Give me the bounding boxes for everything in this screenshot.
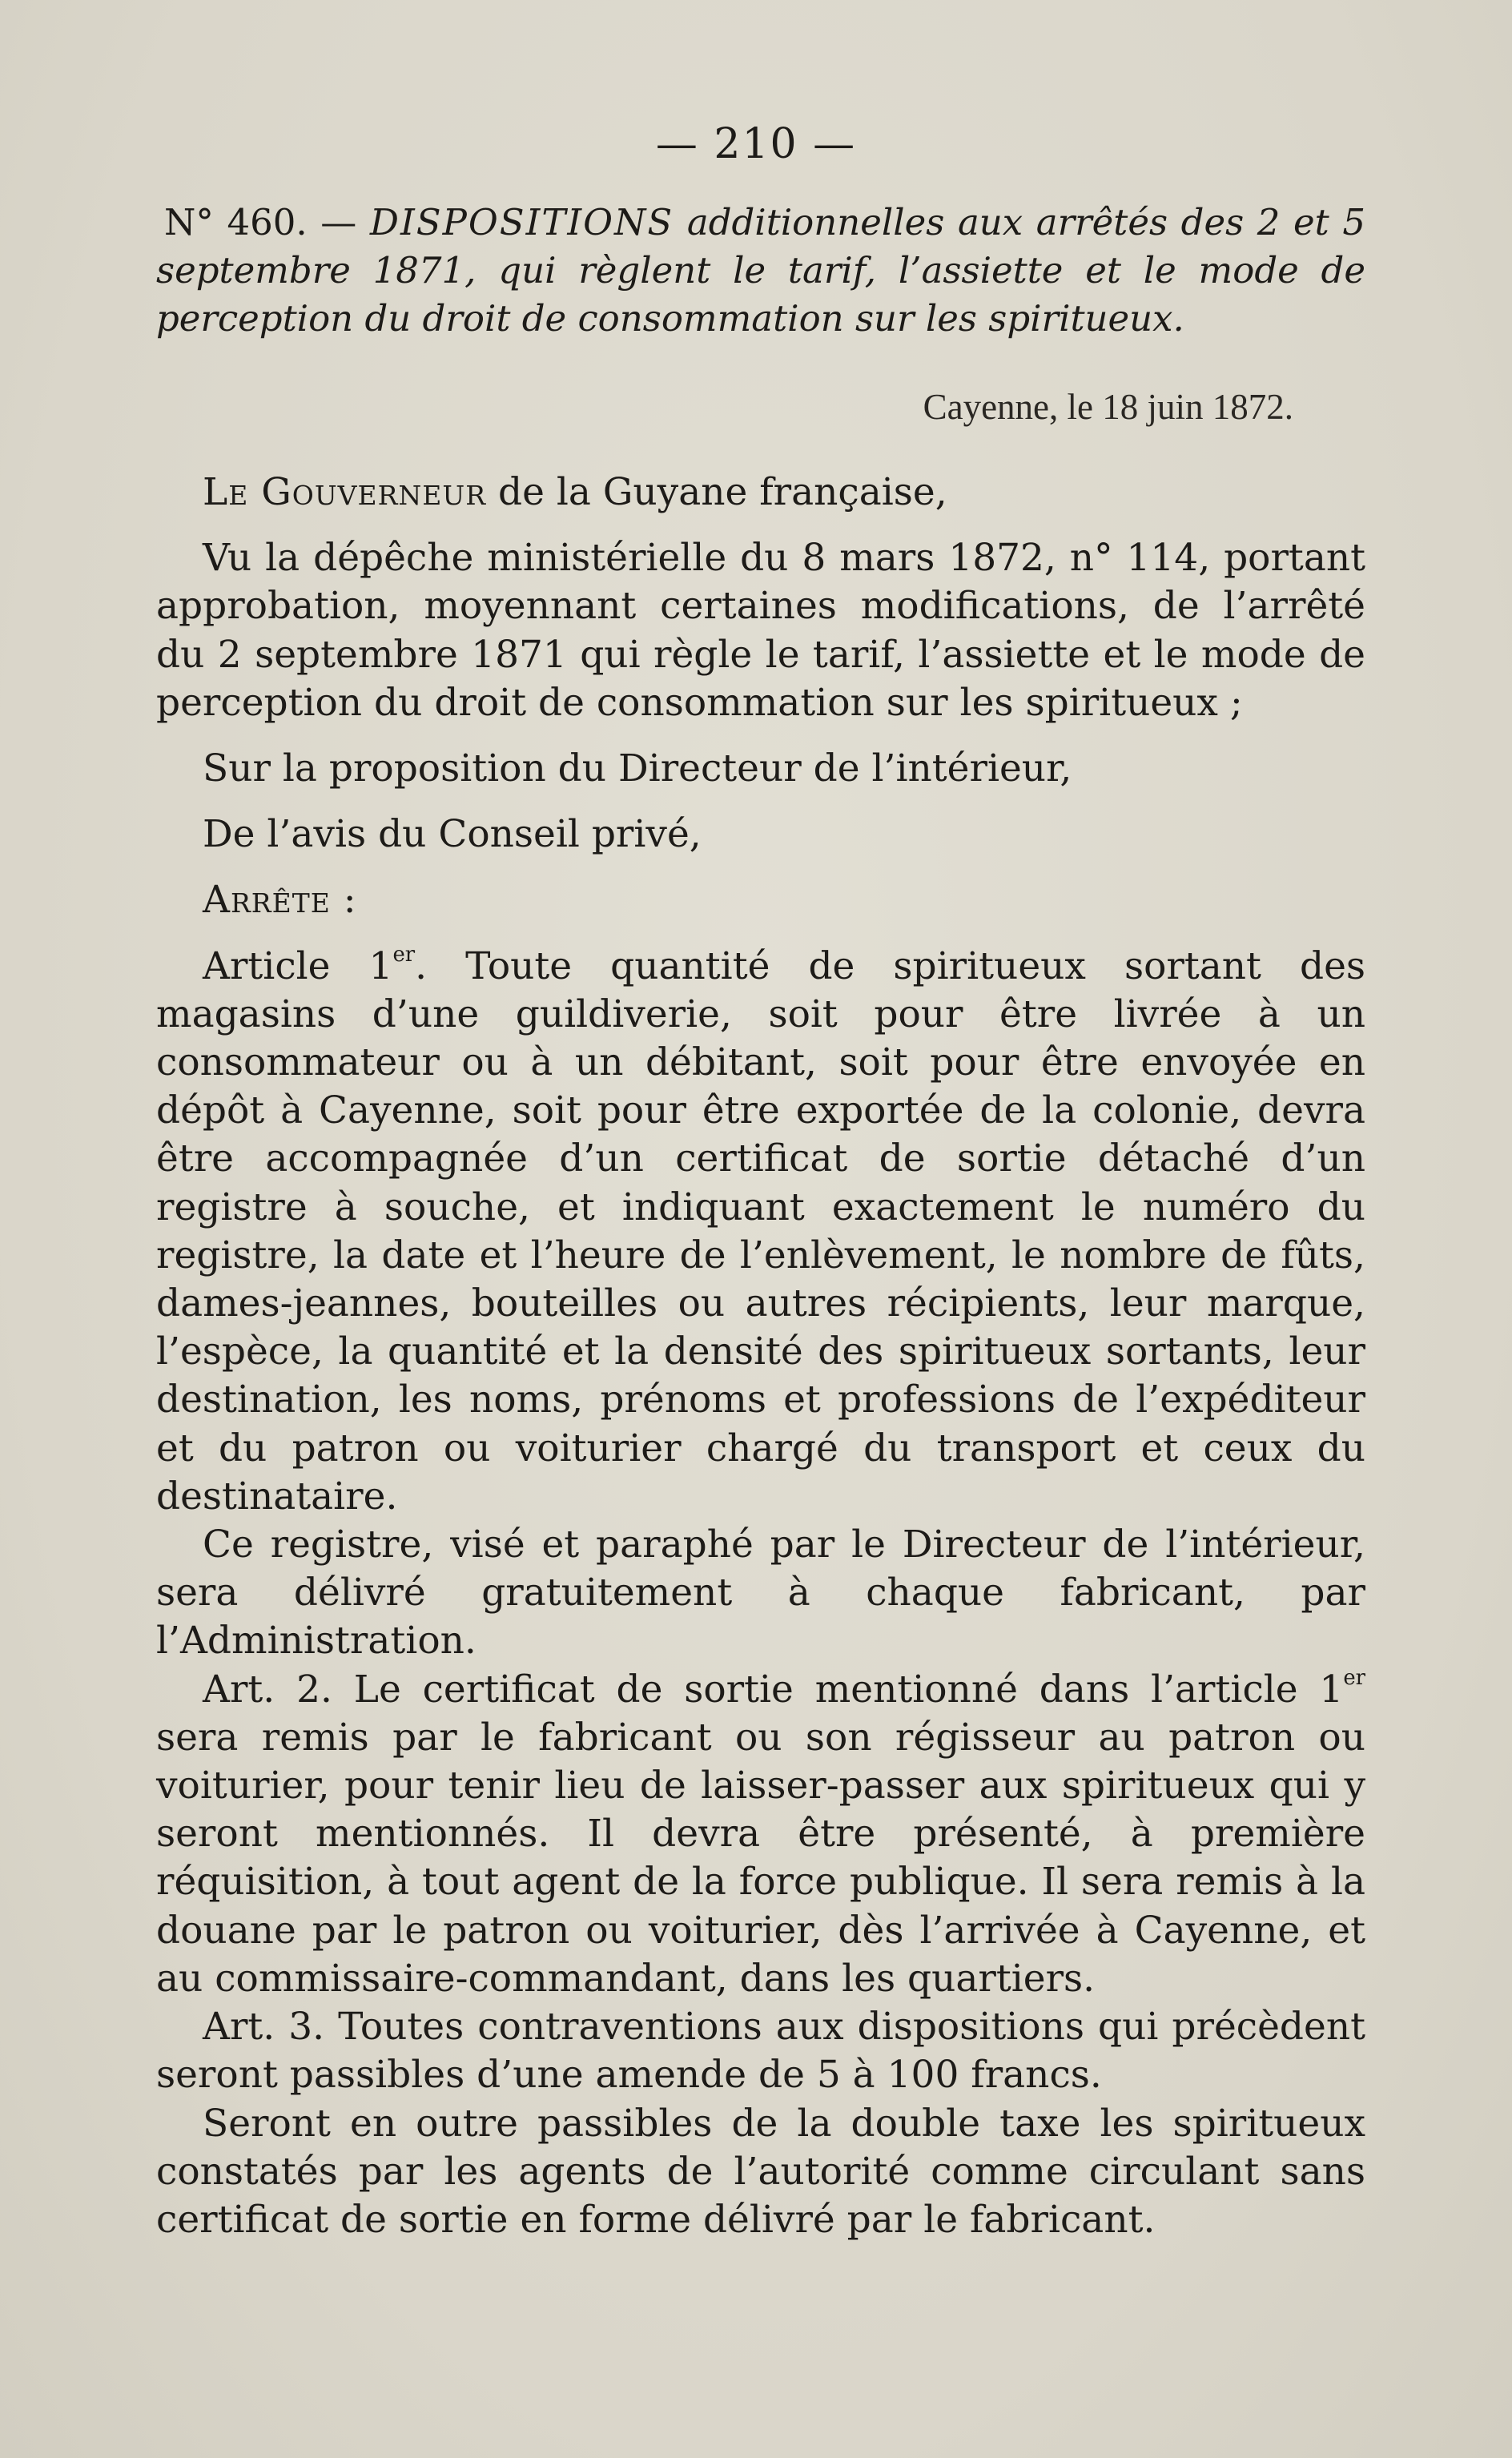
arrete-line (156, 876, 1365, 924)
page-number: — 210 — (655, 120, 857, 168)
article-1-text: . Toute quantité de spiritueux sortant des magasins d’une guildiverie, soit pour être livrée à un consommateur ou à un débitant, soit pour être envoyée en dépôt à Cayenne, soit pour être exportée de la colonie, devra être accompagnée d’un certificat de sortie détaché d’un registre à souche, et indiquant exactement le numéro du registre, la date et l’heure de l’enlèvement, le nombre de fûts, dames-jeannes, bouteilles ou autres récipients, leur marque, l’espèce, la quantité et la densité des spiritueux sortants, leur destination, les noms, prénoms et professions de l’expéditeur et du patron ou voiturier chargé du transport et ceux du destinataire. (156, 943, 1366, 1519)
avis-paragraph: De l’avis du Conseil privé, (203, 812, 702, 857)
article-3-paragraph-2: Seront en outre passibles de la double taxe les spiritueux constatés par les agents de l’autorité comme circulant sans certificat de sortie en forme délivré par le fabricant. (156, 2101, 1365, 2242)
article-2-sup: er (1343, 1665, 1365, 1690)
article-2 (156, 1666, 1365, 2003)
dateline: Cayenne, le 18 juin 1872. (923, 387, 1293, 427)
article-2-label: Art. 2. Le certificat de sortie mentionné dans l’article 1 (203, 1667, 1344, 1712)
arrete-word: Arrête : (203, 878, 357, 923)
article-1-paragraph-2: Ce registre, visé et paraphé par le Directeur de l’intérieur, sera délivré gratuitement à chaque fabricant, par l’Administration. (156, 1523, 1365, 1663)
article-1-label: Article 1 (203, 943, 393, 988)
decree-number: N° 460. — (164, 201, 357, 243)
decree-keyword: DISPOSITIONS (369, 201, 674, 243)
governor-line (156, 469, 1365, 517)
article-1-sup: er (392, 942, 416, 967)
article-1 (156, 943, 1365, 1521)
article-2-text: sera remis par le fabricant ou son régisseur au patron ou voiturier, pour tenir lieu de laisser-passer aux spiritueux qui y seront mentionnés. Il devra être présenté, à première réquisition, à tout agent de la force publique. Il sera remis à la douane par le patron ou voiturier, dès l’arrivée à Cayenne, et au commissaire-commandant, dans les quartiers. (156, 1715, 1365, 2001)
governor-title: Le Gouverneur (203, 470, 487, 514)
governor-rest: de la Guyane française, (498, 470, 947, 514)
proposition-paragraph: Sur la proposition du Directeur de l’intérieur, (203, 746, 1072, 791)
decree-heading (156, 199, 1365, 343)
vu-paragraph: Vu la dépêche ministérielle du 8 mars 1872, n° 114, portant approbation, moyennant certaines modifications, de l’arrêté du 2 septembre 1871 qui règle le tarif, l’assiette et le mode de perception du droit de consommation sur les spiritueux ; (156, 536, 1365, 725)
decree-body (156, 469, 1365, 2244)
decree-subject: additionnelles aux arrêtés des 2 et 5 septembre 1871, qui règlent le tarif, l’assiette et le mode de perception du droit de consommation sur les spiritueux. (156, 201, 1365, 340)
article-3: Art. 3. Toutes contraventions aux dispositions qui précèdent seront passibles d’une amende de 5 à 100 francs. (156, 2005, 1365, 2098)
